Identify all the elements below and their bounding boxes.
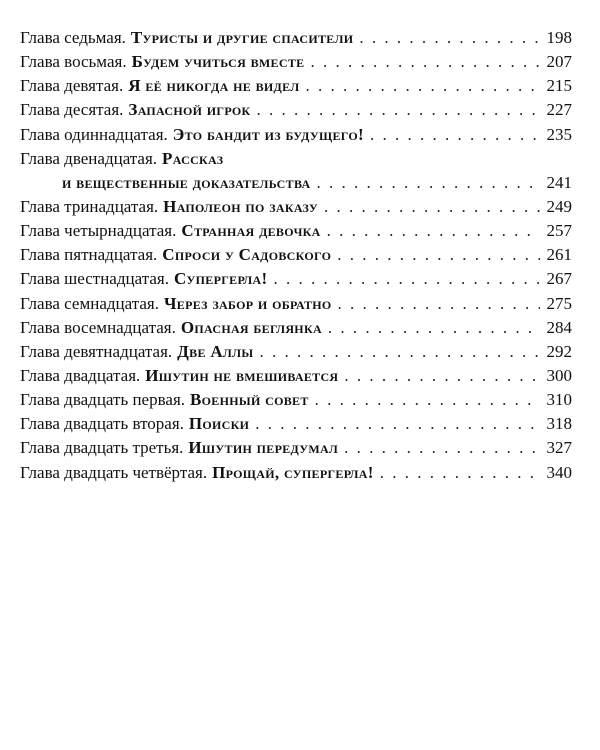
leader-dots xyxy=(327,219,540,243)
toc-entry xyxy=(20,74,572,98)
toc-entry xyxy=(20,267,572,291)
chapter-title-continuation: и вещественные доказательства xyxy=(62,172,311,192)
chapter-title: Я её никогда не видел xyxy=(128,76,300,96)
leader-dots xyxy=(380,461,540,485)
chapter-number: Глава седьмая. xyxy=(20,28,126,47)
toc-entry xyxy=(20,219,572,243)
leader-dots xyxy=(324,195,540,219)
chapter-number: Глава девятая. xyxy=(20,76,124,96)
chapter-title: Опасная беглянка xyxy=(180,317,322,337)
toc-entry xyxy=(20,292,572,316)
chapter-title: Через забор и обратно xyxy=(163,293,332,313)
toc-entry xyxy=(20,98,572,122)
leader-dots xyxy=(305,74,540,98)
chapter-number: Глава пятнадцатая. xyxy=(20,245,158,265)
toc-entry xyxy=(20,195,572,219)
page-number: 215 xyxy=(546,76,572,96)
page-number: 241 xyxy=(546,172,572,192)
chapter-title: Ишутин передумал xyxy=(188,438,339,458)
chapter-number: Глава семнадцатая. xyxy=(20,293,159,313)
chapter-title: Это бандит из будущего! xyxy=(172,124,365,144)
page-number: 198 xyxy=(546,28,572,47)
toc-entry xyxy=(20,340,572,364)
leader-dots xyxy=(338,292,540,316)
chapter-title: Рассказ xyxy=(162,148,224,168)
chapter-title: Поиски xyxy=(188,414,250,434)
page-number: 310 xyxy=(546,390,572,410)
leader-dots xyxy=(259,340,540,364)
leader-dots xyxy=(337,243,540,267)
chapter-title: Будем учиться вместе xyxy=(131,52,305,72)
leader-dots xyxy=(344,436,540,460)
toc-entry xyxy=(20,364,572,388)
toc-entry xyxy=(20,147,572,171)
chapter-number: Глава восемнадцатая. xyxy=(20,317,176,337)
chapter-number: Глава десятая. xyxy=(20,100,124,120)
toc-entry xyxy=(20,123,572,147)
page-number: 235 xyxy=(546,124,572,144)
toc-entry xyxy=(20,388,572,412)
leader-dots xyxy=(273,267,540,291)
toc-entry xyxy=(20,316,572,340)
chapter-title: Супергерла! xyxy=(173,269,268,289)
toc-entry xyxy=(20,50,572,74)
leader-dots xyxy=(315,388,540,412)
chapter-number: Глава четырнадцатая. xyxy=(20,221,177,241)
toc-entry xyxy=(20,412,572,436)
chapter-number: Глава девятнадцатая. xyxy=(20,341,173,361)
leader-dots xyxy=(370,123,540,147)
chapter-number: Глава двадцать третья. xyxy=(20,438,184,458)
page-number: 327 xyxy=(546,438,572,458)
chapter-title: Туристы и другие спасители xyxy=(130,28,354,47)
leader-dots xyxy=(328,316,540,340)
chapter-number: Глава восьмая. xyxy=(20,52,127,72)
toc-entry-continuation xyxy=(20,171,572,195)
page-number: 249 xyxy=(546,196,572,216)
chapter-number: Глава тринадцатая. xyxy=(20,196,159,216)
toc-entry xyxy=(20,243,572,267)
leader-dots xyxy=(310,50,540,74)
chapter-title: Запасной игрок xyxy=(128,100,251,120)
chapter-title: Наполеон по заказу xyxy=(163,196,318,216)
chapter-title: Две Аллы xyxy=(177,341,254,361)
page-number: 261 xyxy=(546,245,572,265)
table-of-contents xyxy=(20,26,572,485)
chapter-number: Глава двадцать четвёртая. xyxy=(20,462,208,482)
page-number: 318 xyxy=(546,414,572,434)
chapter-title: Странная девочка xyxy=(181,221,321,241)
chapter-number: Глава шестнадцатая. xyxy=(20,269,169,289)
toc-entry xyxy=(20,26,572,50)
chapter-number: Глава двадцать вторая. xyxy=(20,414,184,434)
chapter-title: Военный совет xyxy=(190,390,309,410)
leader-dots xyxy=(316,171,540,195)
leader-dots xyxy=(255,412,540,436)
page-number: 267 xyxy=(546,269,572,289)
page-number: 207 xyxy=(546,52,572,72)
chapter-number: Глава двенадцатая. xyxy=(20,148,158,168)
chapter-number: Глава двадцатая. xyxy=(20,365,141,385)
chapter-title: Спроси у Садовского xyxy=(162,245,332,265)
toc-entry xyxy=(20,436,572,460)
leader-dots xyxy=(359,26,540,50)
page-number: 227 xyxy=(546,100,572,120)
page-number: 292 xyxy=(546,341,572,361)
leader-dots xyxy=(344,364,540,388)
leader-dots xyxy=(257,98,540,122)
chapter-number: Глава одиннадцатая. xyxy=(20,124,168,144)
chapter-title: Прощай, супергерла! xyxy=(212,462,374,482)
page-number: 284 xyxy=(546,317,572,337)
chapter-title: Ишутин не вмешивается xyxy=(145,365,339,385)
page-number: 275 xyxy=(546,293,572,313)
chapter-number: Глава двадцать первая. xyxy=(20,390,186,410)
page-number: 257 xyxy=(546,221,572,241)
page-number: 340 xyxy=(546,462,572,482)
page-number: 300 xyxy=(546,365,572,385)
toc-entry xyxy=(20,461,572,485)
